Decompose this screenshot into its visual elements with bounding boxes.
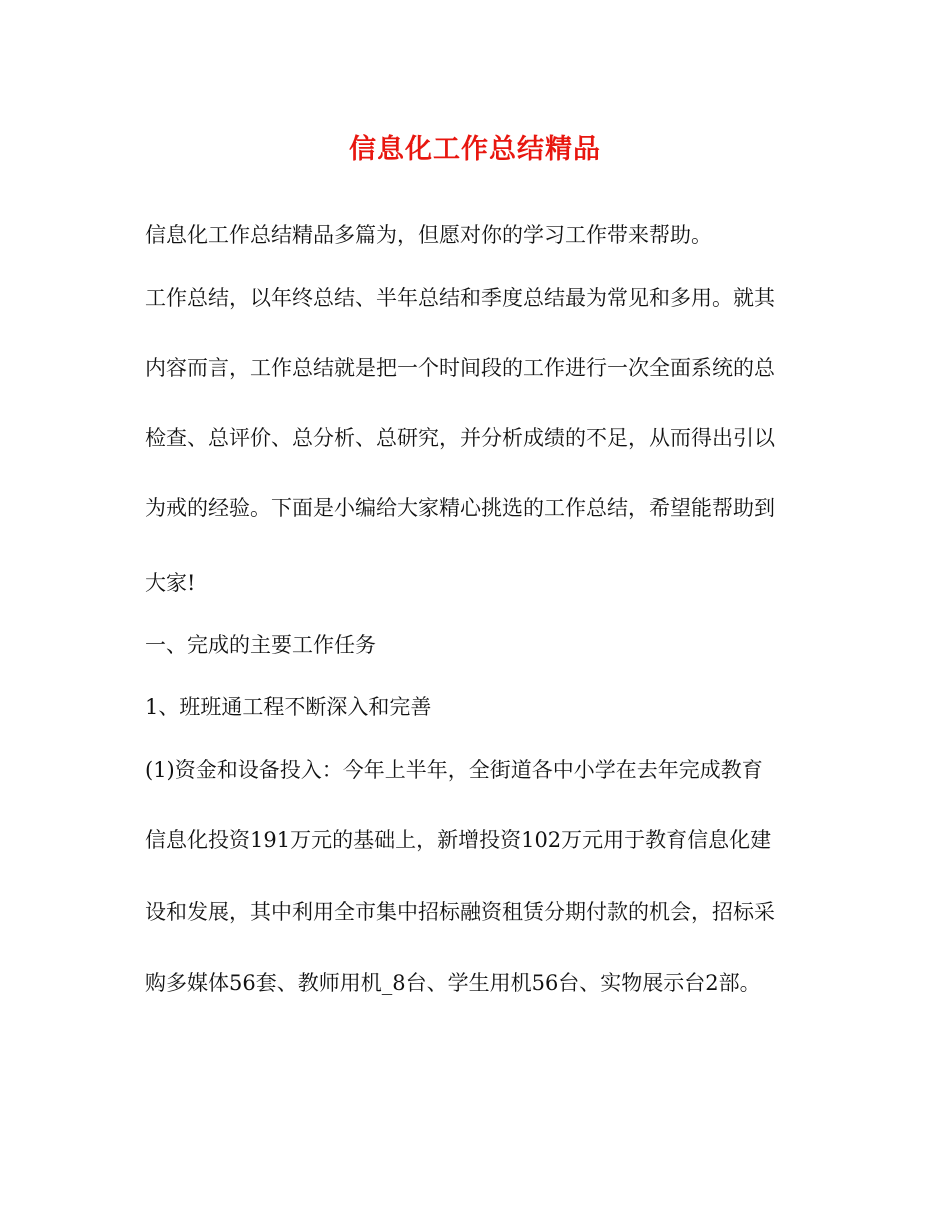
paragraph-line: 设和发展，其中利用全市集中招标融资租赁分期付款的机会，招标采 <box>145 900 775 924</box>
paragraph-line: 内容而言，工作总结就是把一个时间段的工作进行一次全面系统的总 <box>145 356 775 380</box>
paragraph-line: 工作总结，以年终总结、半年总结和季度总结最为常见和多用。就其 <box>145 286 775 310</box>
section-heading: 一、完成的主要工作任务 <box>145 633 376 657</box>
subsection-heading: 1、班班通工程不断深入和完善 <box>145 695 432 719</box>
paragraph-line: 为戒的经验。下面是小编给大家精心挑选的工作总结，希望能帮助到 <box>145 496 775 520</box>
paragraph-line: 信息化工作总结精品多篇为，但愿对你的学习工作带来帮助。 <box>145 223 712 247</box>
document-title: 信息化工作总结精品 <box>349 134 601 165</box>
paragraph-line: (1)资金和设备投入：今年上半年，全街道各中小学在去年完成教育 <box>145 758 763 782</box>
paragraph-line: 信息化投资191万元的基础上，新增投资102万元用于教育信息化建 <box>145 828 772 852</box>
paragraph-line: 大家! <box>145 571 196 595</box>
paragraph-line: 购多媒体56套、教师用机_8台、学生用机56台、实物展示台2部。 <box>145 971 761 995</box>
paragraph-line: 检查、总评价、总分析、总研究，并分析成绩的不足，从而得出引以 <box>145 426 775 450</box>
